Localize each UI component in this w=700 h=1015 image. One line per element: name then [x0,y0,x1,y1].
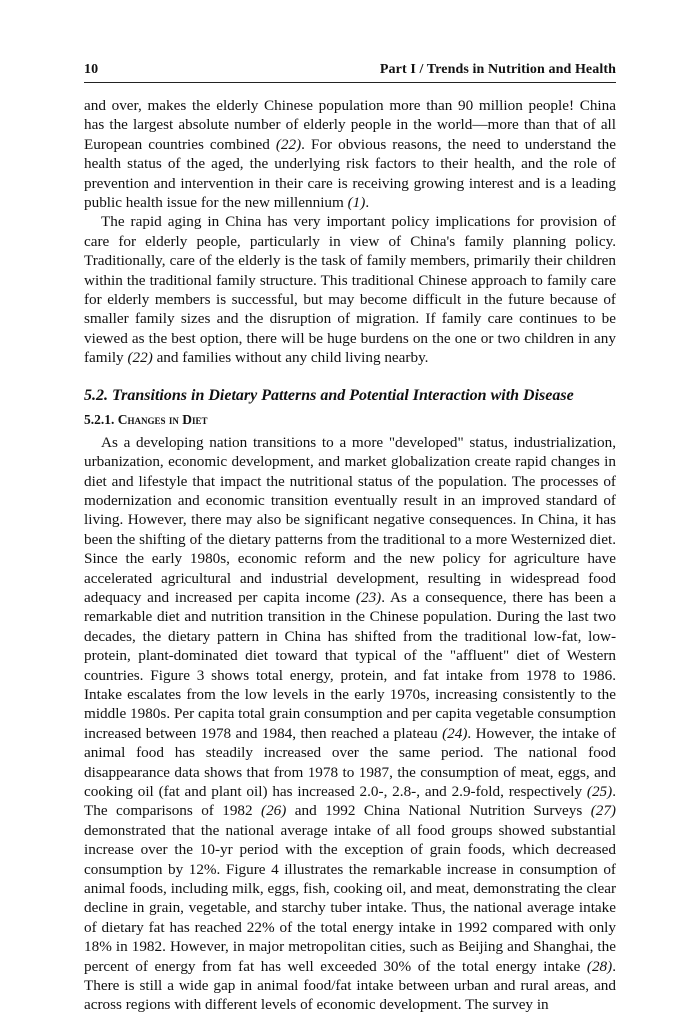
section-heading: 5.2. Transitions in Dietary Patterns and Potential Interaction with Disease [84,386,574,404]
paragraph-3: As a developing nation transitions to a more "developed" status, industrialization, urbanization, economic development, and market globalization create rapid changes in diet and lifestyle that impact the nutritional status of the population. The processes of modernization and economic transition eventually result in an improved standard of living. However, there may also be significant negative consequences. In China, it has been the shifting of the dietary patterns from the traditional to a more Westernized diet. Since the early 1980s, economic reform and the new policy for agriculture have accelerated agricultural and industrial development, resulting in widespread food adequacy and increased per capita income (23). As a consequence, there has been a remarkable diet and nutrition transition in the Chinese population. During the last two decades, the dietary pattern in China has shifted from the traditional low-fat, low-protein, plant-dominated diet toward that typical of the "affluent" diet of Western countries. Figure 3 shows total energy, protein, and fat intake from 1978 to 1986. Intake escalates from the low levels in the early 1970s, increasing consistently to the middle 1980s. Per capita total grain consumption and per capita vegetable consumption increased between 1978 and 1984, then reached a plateau (24). However, the intake of animal food has steadily increased over the same period. The national food disappearance data shows that from 1978 to 1987, the consumption of meat, eggs, and cooking oil (fat and plant oil) has increased 2.0-, 2.8-, and 2.9-fold, respectively (25). The comparisons of 1982 (26) and 1992 China National Nutrition Surveys (27) demonstrated that the national average intake of all food groups showed substantial increase over the 10-yr period with the exception of grain foods, which decreased consumption by 12%. Figure 4 illustrates the remarkable increase in consumption of animal foods, including milk, eggs, fish, cooking oil, and meat, demonstrating the clear decline in grain, vegetable, and starchy tuber intake. Thus, the national average intake of dietary fat has reached 22% of the total energy intake in 1992 compared with only 18% in 1982. However, in major metropolitan cities, such as Beijing and Shanghai, the percent of energy from fat has well exceeded 30% of the total energy intake (28). There is still a wide gap in animal food/fat intake between urban and rural areas, and across regions with different levels of economic development. The survey in [84,433,617,1014]
paragraph-1: and over, makes the elderly Chinese population more than 90 million people! China has the largest absolute number of elderly people in the world—more than that of all European countries combined (22). For obvious reasons, the need to understand the health status of the aged, the underlying risk factors to their health, and the role of prevention and intervention in their care is receiving growing interest and is a leading public health issue for the new millennium (1). [84,97,616,212]
running-title: Part I / Trends in Nutrition and Health [379,62,616,77]
subsection-label: 5.2.1. Changes in Diet [84,411,208,427]
header-rule [84,82,616,83]
running-header [84,62,616,78]
subsection-heading [84,410,616,429]
page-number: 10 [84,62,99,77]
paragraph-2: The rapid aging in China has very important policy implications for provision of care for elderly people, particularly in view of China's family planning policy. Traditionally, care of the elderly is the task of family members, primarily their children within the traditional family structure. This traditional Chinese approach to family care for elderly members is successful, but may become difficult in the future because of smaller family sizes and the disruption of migration. If family care continues to be viewed as the best option, there will be huge burdens on the one or two children in any family (22) and families without any child living nearby. [84,213,616,367]
body-text [84,96,616,1015]
